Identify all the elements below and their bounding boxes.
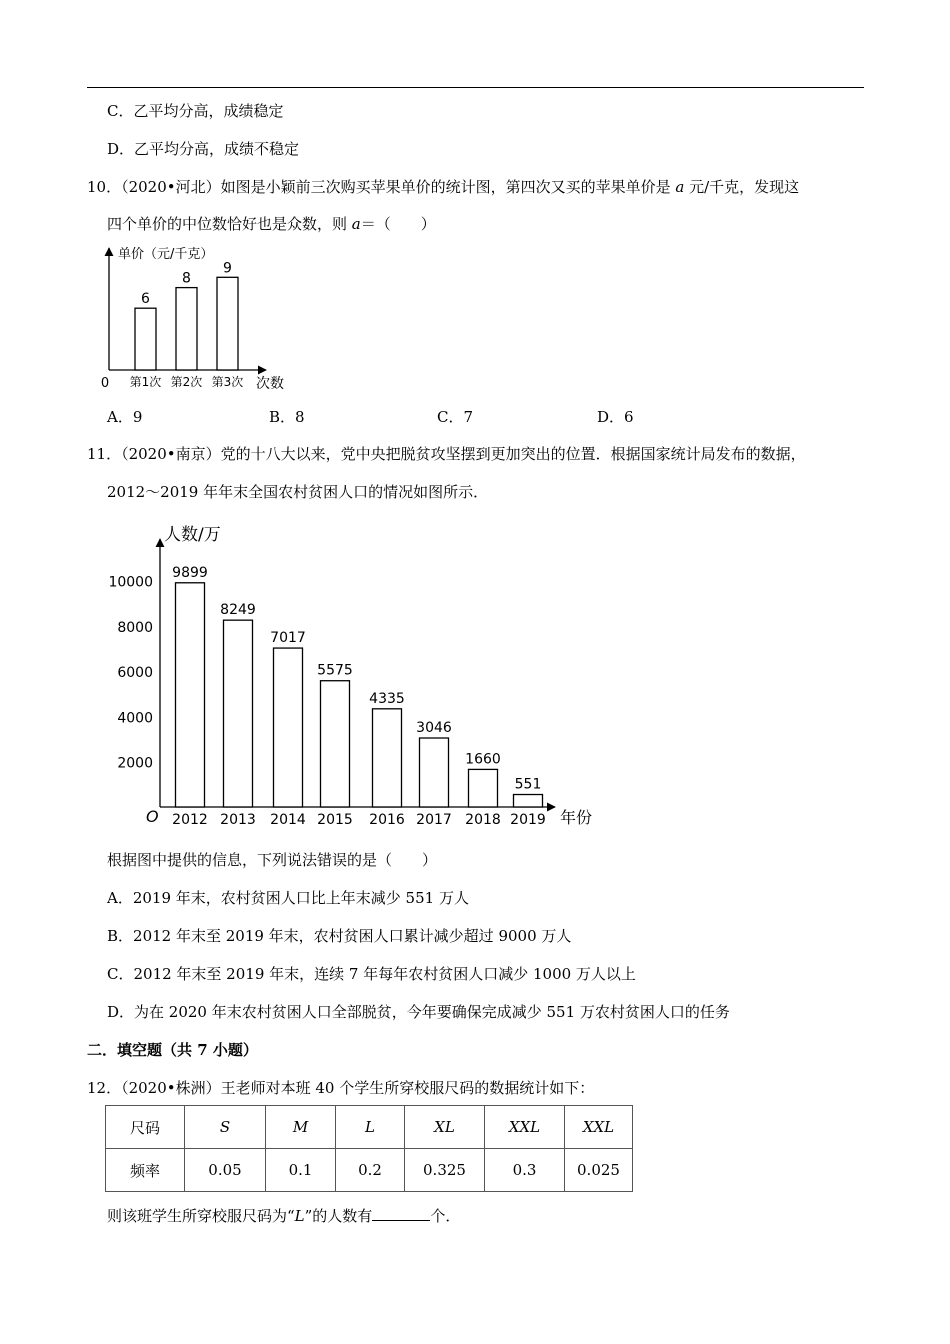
chart1-data-label: 9 — [223, 260, 232, 277]
q12-answer-var: L — [294, 1207, 305, 1225]
table-cell: 频率 — [106, 1149, 185, 1192]
chart2-x-tick: 2018 — [465, 812, 501, 828]
q10-option-c: C．7 — [437, 408, 474, 426]
q10-text1a: 如图是小颖前三次购买苹果单价的统计图，第四次又买的苹果单价是 — [220, 178, 676, 196]
q10-number: 10． — [87, 178, 122, 196]
chart1-x-label: 次数 — [256, 376, 284, 392]
q11-option-b: B．2012 年末至 2019 年末，农村贫困人口累计减少超过 9000 万人 — [107, 927, 572, 945]
chart-apple-price — [100, 240, 300, 396]
q12-source: （2020•株洲） — [121, 1079, 221, 1097]
chart1-bar — [217, 277, 238, 370]
prev-option-d: D．乙平均分高，成绩不稳定 — [107, 140, 300, 158]
chart1-data-label: 8 — [182, 270, 191, 287]
chart2-bar — [420, 738, 449, 807]
chart2-bar — [321, 681, 350, 807]
q12-answer-b: ”的人数有 — [304, 1207, 373, 1225]
q11-option-a: A．2019 年末，农村贫困人口比上年末减少 551 万人 — [107, 889, 469, 907]
chart2-x-tick: 2016 — [369, 812, 405, 828]
chart2-y-label: 人数/万 — [164, 525, 221, 545]
chart2-data-label: 9899 — [172, 564, 208, 581]
chart2-data-label: 5575 — [317, 662, 353, 679]
chart2-y-tick: 2000 — [117, 755, 153, 772]
chart2-data-label: 7017 — [270, 630, 306, 647]
q10-line1 — [87, 176, 799, 197]
chart1-bar — [176, 288, 197, 370]
chart2-x-tick: 2014 — [270, 812, 306, 828]
table-header-cell: XL — [405, 1106, 485, 1149]
q12-answer-line — [107, 1205, 460, 1226]
chart2-x-tick: 2015 — [317, 812, 353, 828]
chart2-bar — [514, 795, 543, 807]
table-header-cell: XXL — [565, 1106, 633, 1149]
chart2-y-tick: 6000 — [117, 665, 153, 682]
table-cell: 0.05 — [185, 1149, 266, 1192]
chart2-y-tick: 4000 — [117, 710, 153, 727]
table-row — [106, 1149, 633, 1192]
q11-text1: 党的十八大以来，党中央把脱贫攻坚摆到更加突出的位置．根据国家统计局发布的数据， — [220, 445, 806, 463]
answer-blank[interactable] — [372, 1206, 430, 1221]
prev-option-c: C．乙平均分高，成绩稳定 — [107, 102, 284, 120]
chart1-bar — [135, 308, 156, 370]
q10-text2b: ＝（ ） — [360, 215, 436, 233]
chart2-y-tick: 8000 — [117, 619, 153, 636]
chart2-bar — [224, 620, 253, 807]
chart2-data-label: 1660 — [465, 751, 501, 768]
table-header-cell: 尺码 — [106, 1106, 185, 1149]
table-header-cell: XXL — [485, 1106, 565, 1149]
chart1-x-tick: 第3次 — [211, 375, 244, 389]
chart2-bar — [373, 709, 402, 807]
header-rule — [87, 87, 864, 88]
table-cell: 0.1 — [266, 1149, 336, 1192]
chart2-y-tick: 10000 — [108, 574, 153, 591]
q11-question: 根据图中提供的信息，下列说法错误的是（ ） — [107, 851, 438, 869]
q12-answer-c: 个． — [430, 1207, 461, 1225]
section2-title: 二．填空题（共 7 小题） — [87, 1041, 258, 1059]
q11-option-c: C．2012 年末至 2019 年末，连续 7 年每年农村贫困人口减少 1000 万人以上 — [107, 965, 636, 983]
chart1-y-label: 单价（元/千克） — [118, 247, 214, 262]
table-cell: 0.3 — [485, 1149, 565, 1192]
table-cell: 0.2 — [336, 1149, 405, 1192]
size-frequency-table — [105, 1105, 633, 1192]
table-cell: 0.325 — [405, 1149, 485, 1192]
q10-text1b: 元/千克，发现这 — [684, 178, 800, 196]
chart1-x-tick: 第2次 — [170, 375, 203, 389]
q10-option-b: B．8 — [269, 408, 305, 426]
table-header-cell: S — [185, 1106, 266, 1149]
q12-line1 — [87, 1077, 594, 1098]
chart2-x-tick: 2017 — [416, 812, 452, 828]
q12-number: 12． — [87, 1079, 122, 1097]
chart1-x-tick: 第1次 — [129, 375, 162, 389]
chart-rural-poverty — [100, 515, 610, 835]
chart2-x-tick: 2019 — [510, 812, 546, 828]
chart1-origin: 0 — [100, 376, 110, 391]
q10-source: （2020•河北） — [121, 178, 221, 196]
chart1-data-label: 6 — [141, 291, 150, 308]
chart2-bar — [469, 769, 498, 807]
q10-var-a2: a — [351, 215, 361, 233]
chart2-data-label: 551 — [514, 776, 542, 793]
q11-number: 11． — [87, 445, 122, 463]
table-row — [106, 1106, 633, 1149]
q11-source: （2020•南京） — [121, 445, 221, 463]
q12-text: 王老师对本班 40 个学生所穿校服尺码的数据统计如下： — [220, 1079, 595, 1097]
q10-text2a: 四个单价的中位数恰好也是众数，则 — [107, 215, 352, 233]
table-cell: 0.025 — [565, 1149, 633, 1192]
q11-line1 — [87, 443, 806, 464]
q10-line2 — [107, 213, 436, 234]
table-header-cell: M — [266, 1106, 336, 1149]
q11-line2: 2012～2019 年年末全国农村贫困人口的情况如图所示． — [107, 483, 489, 501]
table-header-cell: L — [336, 1106, 405, 1149]
chart2-data-label: 4335 — [369, 690, 405, 707]
q10-option-d: D．6 — [597, 408, 634, 426]
chart2-bar — [176, 583, 205, 807]
chart2-bar — [274, 648, 303, 807]
chart2-data-label: 3046 — [416, 720, 452, 737]
chart2-data-label: 8249 — [220, 602, 256, 619]
q11-option-d: D．为在 2020 年末农村贫困人口全部脱贫，今年要确保完成减少 551 万农村贫困人口的任务 — [107, 1003, 730, 1021]
q10-var-a: a — [675, 178, 685, 196]
q10-option-a: A．9 — [107, 408, 143, 426]
chart2-x-tick: 2013 — [220, 812, 256, 828]
chart2-x-tick: 2012 — [172, 812, 208, 828]
q12-answer-a: 则该班学生所穿校服尺码为“ — [107, 1207, 295, 1225]
chart2-x-label: 年份 — [560, 808, 593, 827]
chart2-origin: O — [146, 807, 159, 826]
